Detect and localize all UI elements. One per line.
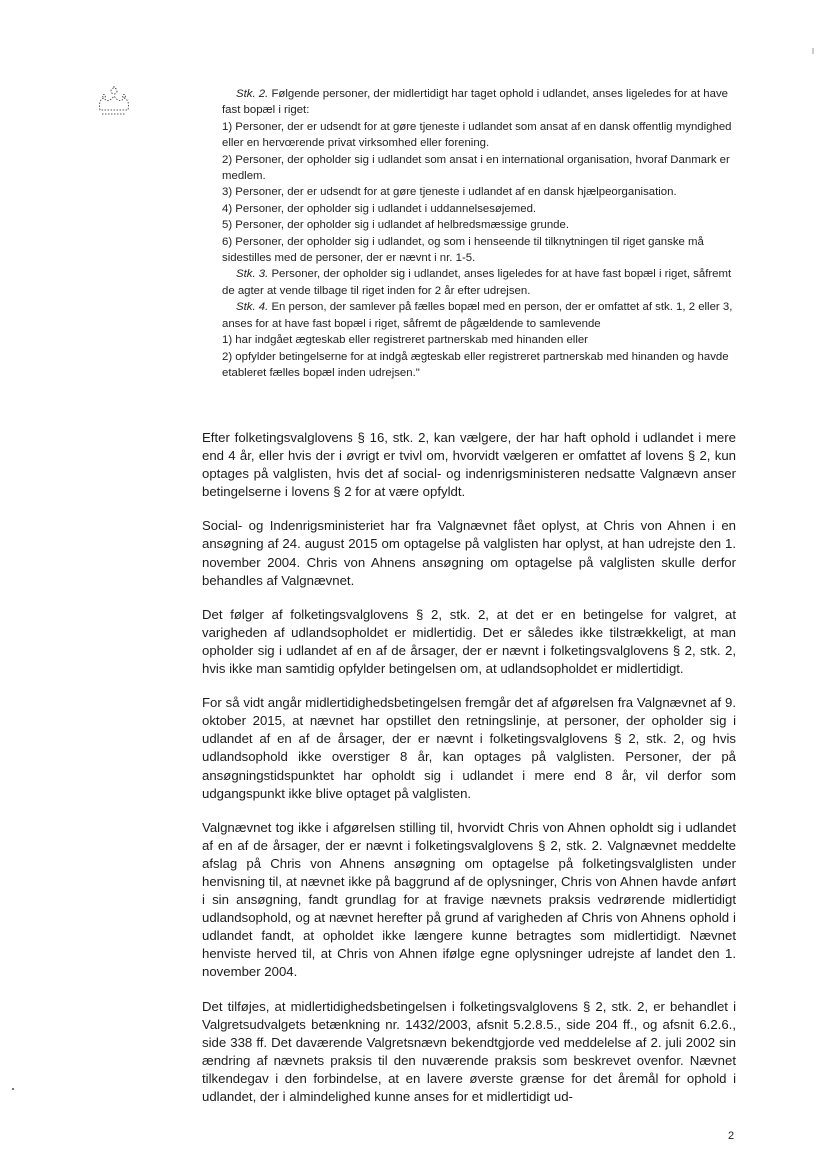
scan-speck [812,48,814,54]
body-text [202,429,736,1122]
body-paragraph: Valgnævnet tog ikke i afgørelsen stilling til, hvorvidt Chris von Ahnen opholdt sig i udlandet af en af de årsager, der er nævnt i folketingsvalglovens § 2, stk. 2. Valgnævnet meddelte afslag på Chris von Ahnens ansøgning om optagelse på folketingsvalglisten under henvisning til, at nævnet ikke på baggrund af de oplysninger, Chris von Ahnen havde anført i sin ansøgning, fandt grundlag for at fravige nævnets praksis vedrørende midlertidigt udlandsophold, og at nævnet herefter på grund af varigheden af Chris von Ahnens ophold i udlandet fandt, at opholdet ikke længere kunne betragtes som midlertidigt. Nævnet henviste herved til, at Chris von Ahnen ifølge egne oplysninger udrejste af landet den 1. november 2004. [202,819,736,980]
stk4-label: Stk. 4. [236,301,269,314]
body-paragraph: Efter folketingsvalglovens § 16, stk. 2, kan vælgere, der har haft ophold i udlandet i mere end 4 år, eller hvis der i øvrigt er tvivl om, hvorvidt vælgeren er omfattet af lovens § 2, kun optages på valglisten, hvis det af social- og indenrigsministeren nedsatte Valgnævn anser betingelserne i lovens § 2 for at være opfyldt. [202,430,736,500]
stk4-item: 1) har indgået ægteskab eller registreret partnerskab med hinanden eller [222,334,588,347]
body-paragraph: Social- og Indenrigsministeriet har fra Valgnævnet fået oplyst, at Chris von Ahnen i en ansøgning af 24. august 2015 om optagelse på valglisten har oplyst, at han udrejste den 1. november 2004. Chris von Ahnens ansøgning om optagelse på valglisten skulle derfor behandles af Valgnævnet. [202,518,736,588]
quote-item: 5) Personer, der opholder sig i udlandet af helbredsmæssige grunde. [222,219,569,232]
crown-emblem-icon [94,84,134,120]
stk4-paragraph [222,299,742,332]
body-paragraph: Det følger af folketingsvalglovens § 2, stk. 2, at det er en betingelse for valgret, at varigheden af udlandsopholdet er midlertidig. Det er således ikke tilstrækkeligt, at man opholder sig i udlandet af en af de årsager, der er nævnt i folketingsvalglovens § 2, stk. 2, hvis ikke man samtidig opfylder betingelsen om, at udlandsopholdet er midlertidigt. [202,606,736,677]
stk4-text: En person, der samlever på fælles bopæl med en person, der er omfattet af stk. 1, 2 eller 3, anses for at have fast bopæl i riget, såfremt de pågældende to samlevende [222,301,733,330]
quoted-law-text [222,86,742,381]
body-paragraph: Det tilføjes, at midlertidighedsbetingelsen i folketingsvalglovens § 2, stk. 2, er behandlet i Valgretsudvalgets betænkning nr. 1432/2003, afsnit 5.2.8.5., side 204 ff., og afsnit 6.2.6., side 338 ff. Det daværende Valgretsnævn bekendtgjorde ved meddelelse af 2. juli 2002 sin ændring af nævnets praksis til den nuværende praksis som beskrevet ovenfor. Nævnet tilkendegav i den forbindelse, at en lavere øverste grænse for det åremål for ophold i udlandet, der i almindelighed kunne anses for et midlertidigt ud- [202,998,736,1104]
quote-item: 4) Personer, der opholder sig i udlandet i uddannelsesøjemed. [222,202,537,215]
quote-item: 1) Personer, der er udsendt for at gøre tjeneste i udlandet som ansat af en dansk offentlig myndighed eller en hervœrende privat virksomhed eller forening. [222,120,732,150]
quote-item: 6) Personer, der opholder sig i udlandet, og som i henseende til tilknytningen til riget ganske må sidestilles med de personer, der er nævnt i nr. 1-5. [222,235,704,265]
stk2-paragraph [222,86,742,119]
stk3-paragraph [222,266,742,299]
scan-speck [12,1088,14,1090]
stk2-label: Stk. 2. [236,88,269,100]
quote-item: 3) Personer, der er udsendt for at gøre tjeneste i udlandet af en dansk hjælpeorganisation. [222,186,677,199]
quote-item: 2) Personer, der opholder sig i udlandet som ansat i en international organisation, hvoraf Danmark er medlem. [222,153,730,183]
stk2-text: Følgende personer, der midlertidigt har taget ophold i udlandet, anses ligeledes for at have fast bopæl i riget: [222,88,729,117]
stk4-item: 2) opfylder betingelserne for at indgå ægteskab eller registreret partnerskab med hinanden og havde etableret fælles bopæl inden udrejsen." [222,350,729,379]
stk3-label: Stk. 3. [236,268,269,281]
page-number: 2 [728,1130,735,1142]
stk3-text: Personer, der opholder sig i udlandet, anses ligeledes for at have fast bopæl i riget, såfremt de agter at vende tilbage til riget inden for 2 år efter udrejsen. [222,268,732,297]
body-paragraph: For så vidt angår midlertidighedsbetingelsen fremgår det af afgørelsen fra Valgnævnet af 9. oktober 2015, at nævnet har opstillet den retningslinje, at personer, der opholder sig i udlandet af en af de årsager, der er nævnt i folketingsvalglovens § 2, stk. 2, og hvis udlandsophold ikke overstiger 8 år, kan optages på valglisten. Personer, der på ansøgningstidspunktet har opholdt sig i udlandet i mere end 8 år, vil derfor som udgangspunkt ikke blive optaget på valglisten. [202,695,736,801]
